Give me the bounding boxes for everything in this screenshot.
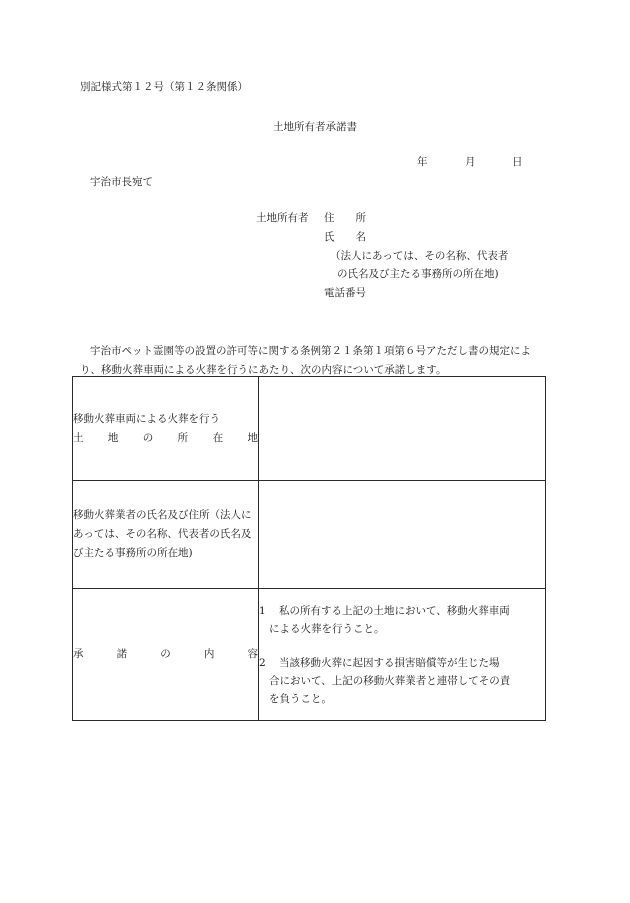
owner-label: 土地所有者 [256,212,309,224]
location-label-cell [73,377,259,481]
location-label-char: 地 [247,431,258,444]
location-label-char: 土 [73,431,84,444]
operator-value-cell[interactable] [259,481,546,589]
consent-label-char: 内 [203,648,215,660]
operator-label-cell [73,481,259,589]
table-row-consent [73,589,546,721]
location-value-cell[interactable] [259,377,546,481]
owner-corporate-note-line1: （法人にあっては、その名称、代表者 [330,250,509,262]
consent-table [72,376,546,721]
document-title: 土地所有者承諾書 [273,121,357,133]
consent-item-text-line1: 当該移動火葬に起因する損害賠償等が生じた場 [279,656,500,669]
consent-label-char: 容 [247,648,258,660]
location-label-line1: 移動火葬車両による火葬を行う [73,412,220,425]
consent-label-char: の [160,648,171,660]
consent-label-char: 諾 [116,648,128,660]
date-day-label: 日 [512,156,523,168]
table-row-operator [73,481,546,589]
date-year-label: 年 [417,156,428,168]
owner-corporate-note-line2: の氏名及び主たる事務所の所在地) [337,268,499,280]
consent-item-text-line3: を負うこと。 [269,692,332,705]
location-label-char: 所 [177,431,189,444]
consent-item-text-line2: による火葬を行うこと。 [269,622,385,635]
form-number: 別記様式第１２号（第１２条関係） [80,81,248,93]
consent-item-number: 1 [259,604,266,617]
location-label-line2 [73,429,258,448]
consent-content-cell [259,589,546,721]
owner-phone-label: 電話番号 [324,287,366,299]
owner-name-label: 氏 名 [324,231,366,243]
addressee: 宇治市長宛て [90,176,153,188]
consent-item [259,602,545,638]
intro-paragraph: 宇治市ペット霊園等の設置の許可等に関する条例第２１条第１項第６号アただし書の規定により、移動火葬車両による火葬を行うにあたり、次の内容について承諾します。 [80,345,531,376]
consent-item-number: 2 [259,656,266,669]
operator-label: 移動火葬業者の氏名及び住所（法人にあっては、その名称、代表者の氏名及び主たる事務所の所在地) [73,509,252,559]
consent-label-cell [73,589,259,721]
table-row-location [73,377,546,481]
location-label-char: の [142,431,154,444]
owner-address-label: 住 所 [324,212,366,224]
location-label-char: 在 [212,431,224,444]
consent-item [259,654,545,708]
consent-item-text-line1: 私の所有する上記の土地において、移動火葬車両 [279,604,510,617]
consent-item-text-line2: 合において、上記の移動火葬業者と連帯してその責 [269,674,511,687]
date-month-label: 月 [465,156,476,168]
consent-label [73,645,258,664]
consent-label-char: 承 [73,648,84,660]
location-label-char: 地 [107,431,119,444]
